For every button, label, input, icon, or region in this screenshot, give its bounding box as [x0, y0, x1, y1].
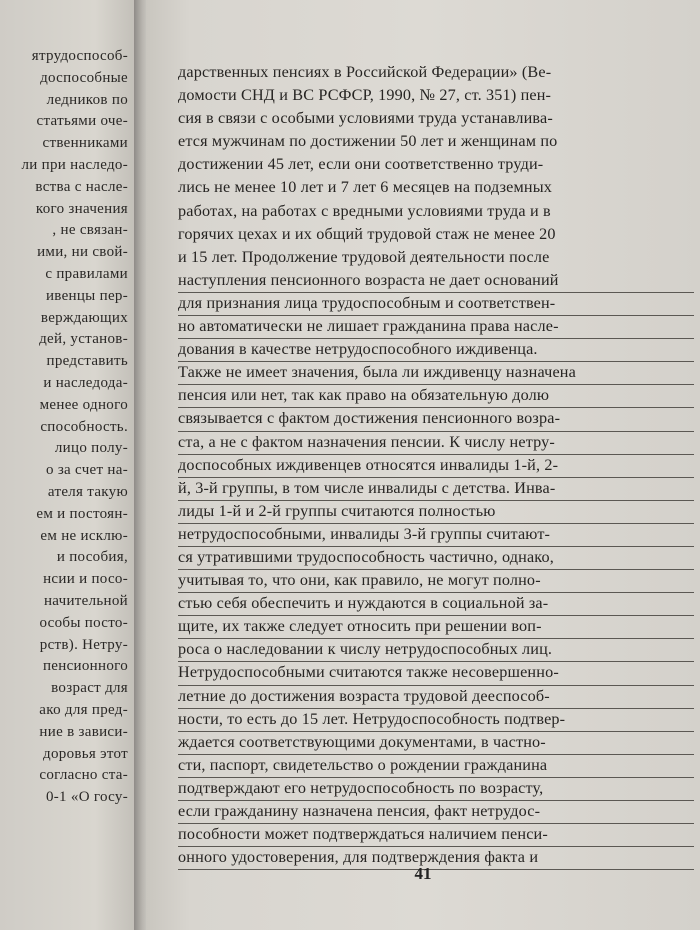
- left-page-line: кого значения: [35, 200, 128, 217]
- text-line: ности, то есть до 15 лет. Нетрудоспособность подтвер-: [178, 708, 694, 732]
- text-line: горячих цехах и их общий трудовой стаж не менее 20: [178, 224, 556, 243]
- text-line: подтверждают его нетрудоспособность по возрасту,: [178, 777, 694, 801]
- text-line: роса о наследовании к числу нетрудоспособных лиц.: [178, 638, 694, 662]
- left-page-line: менее одного: [39, 396, 128, 413]
- text-line: ется мужчинам по достижении 50 лет и женщинам по: [178, 132, 558, 151]
- text-line: летние до достижения возраста трудовой дееспособ-: [178, 685, 694, 709]
- text-line: пособности может подтверждаться наличием пенси-: [178, 823, 694, 847]
- left-page-line: с правилами: [45, 265, 128, 282]
- text-line: й, 3-й группы, в том числе инвалиды с детства. Инва-: [178, 477, 694, 501]
- text-line: ждается соответствующими документами, в частно-: [178, 731, 694, 755]
- left-page-line: рств). Нетру-: [39, 636, 128, 653]
- left-page-line: ние в зависи-: [39, 723, 128, 740]
- left-page-line: ем не исклю-: [40, 527, 128, 544]
- text-line: Нетрудоспособными считаются также несовершенно-: [178, 661, 694, 685]
- text-line: домости СНД и ВС РСФСР, 1990, № 27, ст. 351) пен-: [178, 86, 552, 105]
- text-line: лиды 1-й и 2-й группы считаются полностью: [178, 500, 694, 524]
- left-page-line: вства с насле-: [35, 178, 128, 195]
- text-line: дования в качестве нетрудоспособного иждивенца.: [178, 338, 694, 362]
- left-page-line: верждающих: [40, 309, 128, 326]
- left-page-line: и пособия,: [56, 549, 128, 566]
- left-page-line: ятрудоспособ-: [31, 48, 128, 64]
- left-page-line: ако для пред-: [39, 701, 128, 718]
- left-page-line: начительной: [43, 592, 128, 609]
- left-page-line: ивенцы пер-: [45, 287, 128, 304]
- left-page-line: особы посто-: [39, 614, 128, 631]
- left-page-line: 0-1 «О госу-: [45, 789, 128, 806]
- text-line: учитывая то, что они, как правило, не могут полно-: [178, 569, 694, 593]
- left-page-line: , не связан-: [52, 222, 128, 239]
- left-page-line: нсии и посо-: [43, 571, 128, 588]
- text-line: Также не имеет значения, была ли иждивенцу назначена: [178, 361, 694, 385]
- left-page: [0, 0, 136, 930]
- text-line: связывается с фактом достижения пенсионного возра-: [178, 407, 694, 431]
- left-page-text: [0, 46, 128, 809]
- left-page-line: дей, установ-: [39, 331, 128, 348]
- page-number: 41: [414, 864, 432, 883]
- text-line: но автоматически не лишает гражданина права насле-: [178, 315, 694, 339]
- text-line: ста, а не с фактом назначения пенсии. К числу нетру-: [178, 431, 694, 455]
- left-page-line: пенсионного: [42, 658, 128, 675]
- text-line: дарственных пенсиях в Российской Федерации» (Ве-: [178, 63, 552, 81]
- left-page-line: ем и постоян-: [36, 505, 128, 522]
- left-page-line: и наследода-: [43, 374, 128, 391]
- left-page-line: ственниками: [42, 135, 128, 152]
- text-line: и 15 лет. Продолжение трудовой деятельности после: [178, 247, 550, 266]
- text-line: работах, на работах с вредными условиями труда и в: [178, 201, 551, 220]
- text-line: сти, паспорт, свидетельство о рождении гражданина: [178, 754, 694, 778]
- right-page: [146, 0, 700, 930]
- left-page-line: ателя такую: [47, 483, 128, 500]
- text-line: онного удостоверения, для подтверждения факта и: [178, 846, 694, 870]
- text-line: лись не менее 10 лет и 7 лет 6 месяцев на подземных: [178, 178, 553, 197]
- text-line: сия в связи с особыми условиями труда устанавлива-: [178, 109, 553, 128]
- left-page-line: возраст для: [51, 680, 128, 697]
- text-line: доспособных иждивенцев относятся инвалиды 1-й, 2-: [178, 454, 694, 478]
- left-page-line: доровья этот: [43, 745, 128, 762]
- text-line: щите, их также следует относить при решении воп-: [178, 615, 694, 639]
- text-line: пенсия или нет, так как право на обязательную долю: [178, 384, 694, 408]
- text-line: наступления пенсионного возраста не дает оснований: [178, 269, 694, 293]
- text-line: достижении 45 лет, если они соответственно труди-: [178, 155, 544, 174]
- left-page-line: ли при наследо-: [21, 156, 128, 173]
- left-page-line: статьями оче-: [36, 113, 128, 130]
- text-line: ся утратившими трудоспособность частично, однако,: [178, 546, 694, 570]
- text-line: нетрудоспособными, инвалиды 3-й группы считают-: [178, 523, 694, 547]
- left-page-line: согласно ста-: [39, 767, 128, 784]
- text-line: если гражданину назначена пенсия, факт нетрудос-: [178, 800, 694, 824]
- text-line: стью себя обеспечить и нуждаются в социальной за-: [178, 592, 694, 616]
- left-page-line: о за счет на-: [45, 462, 128, 479]
- left-page-line: представить: [46, 353, 128, 370]
- left-page-line: доспособные: [40, 69, 128, 86]
- left-page-line: лицо полу-: [54, 440, 128, 457]
- left-page-line: ими, ни свой-: [37, 244, 128, 261]
- left-page-line: способность.: [40, 418, 128, 435]
- left-page-line: ледников по: [46, 91, 128, 108]
- page-body-text: [178, 61, 694, 869]
- text-line: для признания лица трудоспособным и соответствен-: [178, 292, 694, 316]
